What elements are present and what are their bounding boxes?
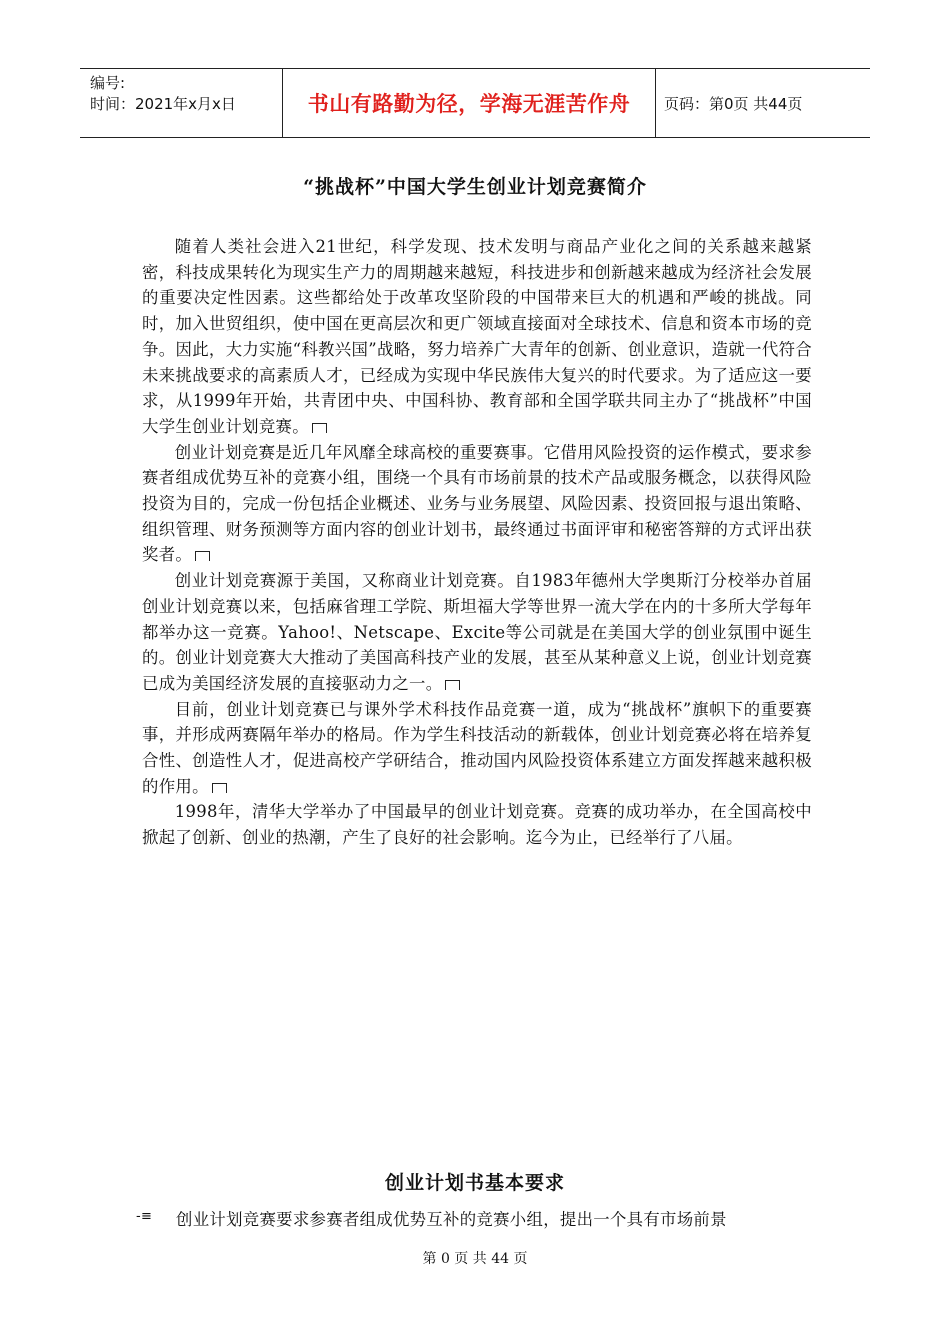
paragraph-mark-icon (195, 551, 210, 561)
article-title: “挑战杯”中国大学生创业计划竞赛简介 (303, 176, 647, 198)
paragraph (142, 440, 812, 569)
paragraph (142, 799, 812, 850)
article-body (142, 234, 812, 851)
paragraph-text: 1998年，清华大学举办了中国最早的创业计划竞赛。竞赛的成功举办，在全国高校中掀起了创新、创业的热潮，产生了良好的社会影响。迄今为止，已经举行了八届。 (142, 802, 812, 848)
header-meta (80, 69, 282, 137)
paragraph-mark-icon (445, 680, 460, 690)
page-footer: 第 0 页 共 44 页 (422, 1251, 528, 1267)
paragraph-mark-icon (212, 783, 227, 793)
section-title: 创业计划书基本要求 (384, 1172, 565, 1194)
list-bullet-icon: -≡ (136, 1209, 153, 1224)
header-page-code: 页码：第0页 共44页 (664, 94, 803, 113)
paragraph-text: 创业计划竞赛是近几年风靡全球高校的重要赛事。它借用风险投资的运作模式，要求参赛者组成优势互补的竞赛小组，围绕一个具有市场前景的技术产品或服务概念，以获得风险投资为目的，完成一份包括企业概述、业务与业务展望、风险因素、投资回报与退出策略、组织管理、财务预测等方面内容的创业计划书，最终通过书面评审和秘密答辩的方式评出获奖者。 (142, 442, 812, 565)
document-date-label: 时间：2021年x月x日 (90, 95, 236, 113)
paragraph (142, 568, 812, 697)
list-item-text: 创业计划竞赛要求参赛者组成优势互补的竞赛小组，提出一个具有市场前景 (176, 1210, 727, 1229)
paragraph-text: 创业计划竞赛源于美国，又称商业计划竞赛。自1983年德州大学奥斯汀分校举办首届创业计划竞赛以来，包括麻省理工学院、斯坦福大学等世界一流大学在内的十多所大学每年都举办这一竞赛。Yahoo!、Netscape、Excite等公司就是在美国大学的创业氛围中诞生的。创业计划竞赛大大推动了美国高科技产业的发展，甚至从某种意义上说，创业计划竞赛已成为美国经济发展的直接驱动力之一。 (142, 571, 812, 693)
paragraph (142, 697, 812, 800)
page-header (80, 68, 870, 138)
header-motto: 书山有路勤为径，学海无涯苦作舟 (282, 69, 656, 137)
paragraph-mark-icon (312, 423, 327, 433)
paragraph (142, 234, 812, 440)
paragraph-text: 随着人类社会进入21世纪，科学发现、技术发明与商品产业化之间的关系越来越紧密，科技成果转化为现实生产力的周期越来越短，科技进步和创新越来越成为经济社会发展的重要决定性因素。这些都给处于改革攻坚阶段的中国带来巨大的机遇和严峻的挑战。同时，加入世贸组织，使中国在更高层次和更广领域直接面对全球技术、信息和资本市场的竞争。因此，大力实施“科教兴国”战略，努力培养广大青年的创新、创业意识，造就一代符合未来挑战要求的高素质人才，已经成为实现中华民族伟大复兴的时代要求。为了适应这一要求，从1999年开始，共青团中央、中国科协、教育部和全国学联共同主办了“挑战杯”中国大学生创业计划竞赛。 (142, 237, 812, 436)
list-item (136, 1206, 822, 1230)
document-number-label: 编号: (90, 74, 126, 92)
paragraph-text: 目前，创业计划竞赛已与课外学术科技作品竞赛一道，成为“挑战杯”旗帜下的重要赛事，并形成两赛隔年举办的格局。作为学生科技活动的新载体，创业计划竞赛必将在培养复合性、创造性人才，促进高校产学研结合，推动国内风险投资体系建立方面发挥越来越积极的作用。 (142, 699, 812, 796)
